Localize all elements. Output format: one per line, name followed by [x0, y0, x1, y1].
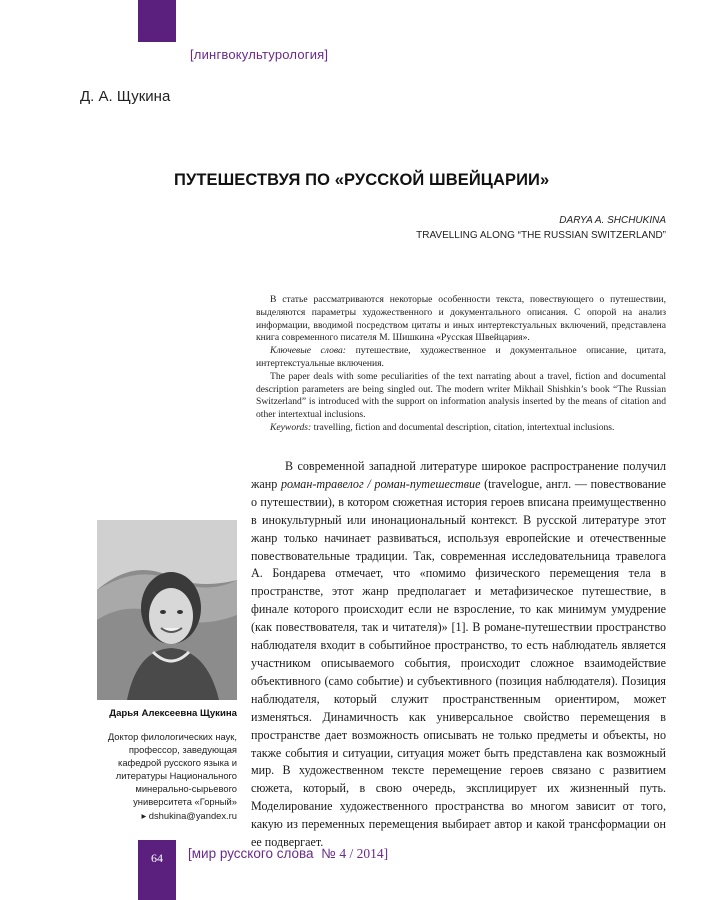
keywords-en-label: Keywords:	[270, 421, 312, 433]
keywords-ru-text: путешествие, художественное и документальное описание, цитата, интертекстуальные включения.	[256, 345, 666, 369]
top-accent-bar	[138, 0, 176, 42]
author-email-link[interactable]: dshukina@yandex.ru	[148, 810, 237, 821]
keywords-ru	[256, 345, 666, 371]
author-photo	[97, 520, 237, 700]
section-rubric: [лингвокультурология]	[190, 47, 329, 62]
portrait-illustration	[97, 520, 237, 700]
body-p1-rest: (travelogue, англ. — повествование о путешествии), в котором сюжетная история героев вписана преимущественно в инокультурный или инонациональный контекст. В русской литературе этот жанр только начинает развиваться, используя европейские и отечественные повествовательные традиции. Так, современная исследовательница травелога А. Бондарева отмечает, что «помимо физического перемещения тела в пространстве, этот жанр предполагает и метафизическое путешествие, в финале которого происходит если не взросление, то как минимум умудрение (как повествователя, так и читателя)» [1]. В романе-путешествии пространство наблюдателя входит в событийное пространство, то есть наблюдатель является участником описываемого события, происходит сложное взаимодействие объективного (само событие) и субъективного (позиция наблюдателя). Позиция наблюдателя, который служит пространственным ориентиром, может изменяться. Динамичность как универсальное свойство перемещения в пространстве дает возможность описывать не только предметы и объекты, но также события и ситуации, ситуация может быть представлена как возможный мир. В художественном тексте перемещение героев связано с развитием сюжета, который, в свою очередь, эксплицирует их жизненный путь. Моделирование художественного пространства во многом зависит от того, какую из переменных перемещения выбирает автор и какой трансформации он ее подвергает.	[251, 476, 666, 850]
abstract-en: The paper deals with some peculiarities of the text narrating about a travel, fiction and documental description parameters are being singled out. The modern writer Mikhail Shishkin’s book “The Russian Switzerland” is introduced with the support on information analysis inserted by the means of citation and other intertextual inclusions.	[256, 370, 666, 421]
issue-sign: №	[321, 846, 336, 861]
author-name: Д. А. Щукина	[80, 88, 171, 105]
email-arrow-icon: ▸	[141, 810, 147, 821]
article-body	[251, 458, 666, 852]
author-card-email-row[interactable]	[88, 809, 237, 822]
author-card-name: Дарья Алексеевна Щукина	[109, 708, 237, 719]
article-title: ПУТЕШЕСТВУЯ ПО «РУССКОЙ ШВЕЙЦАРИИ»	[174, 171, 550, 189]
keywords-en-text: travelling, fiction and documental description, citation, intertextual inclusions.	[313, 421, 615, 433]
english-title: TRAVELLING ALONG “THE RUSSIAN SWITZERLAND”	[416, 230, 666, 241]
page-number-bar	[138, 840, 176, 900]
keywords-ru-label: Ключевые слова:	[270, 345, 346, 357]
issue-number: 4 / 2014]	[339, 846, 389, 861]
journal-name: [мир русского слова	[188, 846, 314, 861]
body-paragraph	[251, 458, 666, 852]
abstract	[256, 294, 666, 435]
english-author: DARYA A. SHCHUKINA	[559, 215, 666, 226]
journal-footer	[188, 846, 388, 862]
author-card-description: Доктор филологических наук, профессор, заведующая кафедрой русского языка и литературы Национального минерально-сырьевого университета «Горный»	[107, 731, 237, 807]
page-number: 64	[151, 851, 163, 865]
body-genre-term: роман-травелог / роман-путешествие	[280, 476, 481, 491]
abstract-ru: В статье рассматриваются некоторые особенности текста, повествующего о путешествии, выделяются параметры художественного и документального описания. С опорой на анализ информации, вводимой посредством цитаты и иных интертекстуальных включений, представлена книга современного писателя М. Шишкина «Русская Швейцария».	[256, 294, 666, 344]
body-p1-start: В современной западной литературе широкое распространение получил жанр	[251, 459, 666, 491]
keywords-en	[256, 422, 666, 435]
